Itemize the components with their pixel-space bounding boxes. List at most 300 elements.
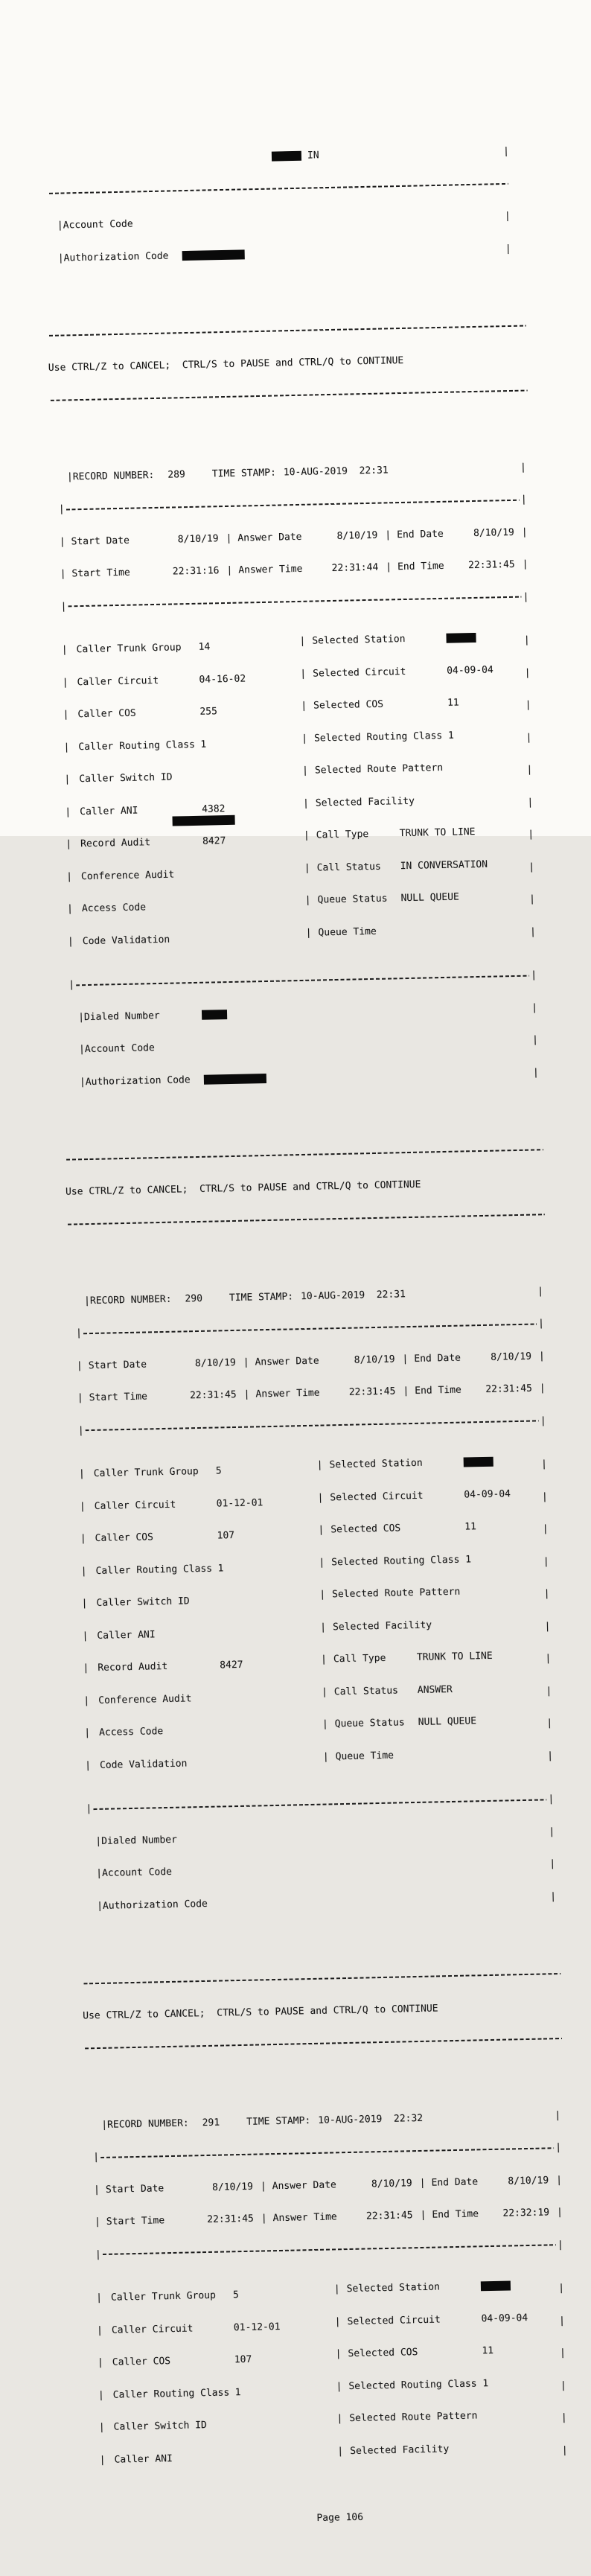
dashed-separator xyxy=(48,320,528,340)
field-label: | Caller ANI xyxy=(114,2452,236,2465)
control-hint xyxy=(66,1177,546,1197)
redaction-box xyxy=(463,1457,493,1467)
time-stamp-value: 10-AUG-2019 22:31 xyxy=(284,465,389,477)
record-body-row xyxy=(63,700,531,720)
field-label: End Date xyxy=(431,2177,478,2188)
field-label: | Access Code xyxy=(82,902,204,914)
redaction-box xyxy=(480,2281,510,2292)
field-value: IN CONVERSATION xyxy=(400,859,488,871)
selected-cell xyxy=(336,2377,560,2392)
field-label: | Selected Routing Class xyxy=(348,2379,482,2391)
field-label: | Start Time xyxy=(89,1391,148,1403)
selected-cell xyxy=(304,858,529,873)
record-body-row xyxy=(64,765,532,785)
record-header xyxy=(75,1287,543,1307)
field-value: NULL QUEUE xyxy=(418,1716,477,1727)
dashed-line xyxy=(86,1421,539,1431)
record-body-row xyxy=(83,1686,552,1706)
field-value: 11 xyxy=(464,1522,476,1532)
field-value: 8/10/19 xyxy=(473,527,514,538)
field-value: 8/10/19 xyxy=(212,2181,253,2193)
field-value: NULL QUEUE xyxy=(400,893,459,904)
answer-time-cell xyxy=(266,2210,420,2224)
redaction-box xyxy=(203,1074,266,1085)
field-value: 22:31:45 xyxy=(485,1384,532,1395)
field-label: | Code Validation xyxy=(83,934,205,946)
field-label: | Queue Status xyxy=(335,1718,418,1729)
time-stamp-value: 10-AUG-2019 22:32 xyxy=(318,2113,423,2125)
fragment-redacted-line xyxy=(47,147,509,167)
end-time-cell xyxy=(392,560,523,573)
selected-cell xyxy=(321,1650,546,1665)
dialed-number-row xyxy=(69,1003,537,1023)
caller-cell xyxy=(69,737,301,752)
field-label: | Selected Circuit xyxy=(330,1490,464,1502)
selected-cell xyxy=(322,1715,547,1729)
dashed-separator xyxy=(59,494,527,514)
record-number-label: | RECORD NUMBER: xyxy=(107,2118,189,2130)
field-label: | Authorization Code xyxy=(103,1898,208,1910)
field-label: | Caller Circuit xyxy=(95,1499,217,1511)
field-label: | Caller Routing Class xyxy=(113,2388,235,2400)
field-label: | Selected Station xyxy=(346,2281,480,2294)
selected-cell xyxy=(301,729,526,744)
field-label: | Caller Trunk Group xyxy=(76,643,198,655)
field-label: | Queue Time xyxy=(336,1750,419,1762)
selected-cell xyxy=(304,826,528,841)
dashed-line xyxy=(68,1214,545,1225)
field-value: 04-09-04 xyxy=(481,2313,528,2324)
dashed-line xyxy=(93,1799,546,1809)
field-value: 255 xyxy=(199,707,217,717)
selected-cell xyxy=(322,1683,546,1697)
dates-row xyxy=(94,2175,562,2196)
field-label: End Date xyxy=(414,1353,461,1364)
field-label: | Selected Facility xyxy=(316,795,450,808)
dashed-separator xyxy=(86,1794,554,1814)
dashed-line xyxy=(83,1973,560,1984)
field-label: | Selected Facility xyxy=(350,2443,484,2456)
dashed-line xyxy=(66,1149,543,1160)
record-body-row xyxy=(98,2380,566,2400)
field-value: 04-09-04 xyxy=(464,1489,511,1500)
record-body-row xyxy=(79,1459,547,1479)
record-body-row xyxy=(100,2445,568,2465)
record-body-row xyxy=(82,1622,550,1642)
selected-cell xyxy=(337,2442,562,2457)
time-stamp-label: TIME STAMP: xyxy=(229,1292,293,1303)
dashed-separator xyxy=(95,2239,563,2260)
answer-date-cell xyxy=(231,530,385,543)
field-value: 22:31:16 xyxy=(173,566,220,577)
field-label: Answer Date xyxy=(255,1356,319,1367)
record-body-row xyxy=(63,668,531,688)
record-block xyxy=(92,2088,569,2488)
answer-time-cell xyxy=(232,562,386,576)
dashed-separator xyxy=(65,1144,545,1164)
dashed-separator xyxy=(82,1968,562,1989)
time-stamp-label: TIME STAMP: xyxy=(246,2116,310,2127)
field-label: | Caller Routing Class xyxy=(95,1563,217,1576)
end-date-cell xyxy=(391,527,522,540)
record-header xyxy=(92,2111,560,2131)
dashed-line xyxy=(66,500,520,510)
field-label: | Start Date xyxy=(71,535,130,546)
field-value: 8/10/19 xyxy=(336,530,377,541)
times-row xyxy=(95,2207,563,2228)
field-label: | Selected Routing Class xyxy=(314,730,448,743)
record-body-row xyxy=(63,733,531,753)
caller-cell xyxy=(86,1496,318,1511)
field-value: 8/10/19 xyxy=(371,2178,412,2190)
caller-cell xyxy=(89,1691,322,1706)
field-label: | Caller COS xyxy=(77,707,199,720)
field-value: 04-09-04 xyxy=(447,665,493,676)
selected-cell xyxy=(319,1585,544,1600)
redaction-box xyxy=(202,1010,227,1020)
field-label: | Selected Circuit xyxy=(347,2314,481,2327)
field-label: | Caller Switch ID xyxy=(79,772,201,785)
dashed-separator xyxy=(60,592,528,612)
field-label: | Caller ANI xyxy=(80,804,202,817)
field-label: | Caller ANI xyxy=(97,1628,219,1641)
field-value: 5 xyxy=(216,1466,222,1476)
record-block xyxy=(57,440,539,1109)
field-value: 14 xyxy=(198,642,210,652)
field-label: End Date xyxy=(397,529,444,540)
control-hint-text: Use CTRL/Z to CANCEL; CTRL/S to PAUSE and CTRL/Q to CONTINUE xyxy=(66,1179,421,1196)
caller-cell xyxy=(73,899,305,914)
field-value: 8427 xyxy=(202,836,226,847)
field-value: 11 xyxy=(482,2346,493,2356)
field-label: End Time xyxy=(415,1386,461,1397)
field-label: | Code Validation xyxy=(100,1758,222,1770)
dashed-line xyxy=(100,2147,554,2158)
field-label: | Start Time xyxy=(71,568,130,579)
page-number xyxy=(93,2508,573,2528)
times-row xyxy=(60,559,528,579)
field-value: 8/10/19 xyxy=(354,1354,395,1365)
account-code-row xyxy=(48,211,511,232)
field-label: Answer Time xyxy=(238,564,302,576)
record-body-row xyxy=(97,2315,565,2336)
field-label: | Selected COS xyxy=(313,698,447,711)
caller-cell xyxy=(71,802,303,817)
field-label: | Start Time xyxy=(106,2216,165,2227)
field-label: | Call Status xyxy=(334,1685,418,1697)
field-value: 5 xyxy=(233,2290,239,2301)
field-value: 22:31:44 xyxy=(331,563,378,574)
scanned-document xyxy=(42,79,538,841)
caller-cell xyxy=(88,1626,320,1641)
field-label: | Authorization Code xyxy=(86,1075,191,1087)
dashed-line xyxy=(76,975,529,986)
redaction-box xyxy=(172,815,234,826)
selected-cell xyxy=(300,664,525,679)
record-body-row xyxy=(85,1751,553,1771)
control-hint-text: Use CTRL/Z to CANCEL; CTRL/S to PAUSE and CTRL/Q to CONTINUE xyxy=(48,355,404,372)
field-value: 22:31:45 xyxy=(349,1386,396,1397)
dialed-number-row xyxy=(86,1827,555,1847)
record-number-value: 289 xyxy=(167,470,185,480)
field-label: | Caller Circuit xyxy=(77,675,199,687)
selected-cell xyxy=(335,2344,560,2359)
record-body-row xyxy=(80,1492,548,1512)
fragment-text: IN xyxy=(307,150,319,161)
dashed-separator xyxy=(48,179,510,199)
start-time-cell xyxy=(66,566,226,579)
field-label: | Authorization Code xyxy=(63,251,168,263)
field-value: TRUNK TO LINE xyxy=(400,827,476,839)
field-value: ANSWER xyxy=(418,1684,453,1695)
caller-cell xyxy=(72,867,304,881)
field-label: | Conference Audit xyxy=(98,1693,220,1706)
time-stamp-value: 10-AUG-2019 22:31 xyxy=(301,1289,406,1301)
dashed-line xyxy=(83,1323,537,1333)
answer-date-cell xyxy=(249,1354,402,1368)
field-label: | Call Status xyxy=(316,861,400,873)
field-value: 1 xyxy=(465,1555,471,1565)
field-label: | Caller Switch ID xyxy=(96,1595,218,1608)
page-number-text: Page 106 xyxy=(316,2513,363,2524)
selected-cell xyxy=(316,1456,541,1470)
dashed-separator xyxy=(93,2143,561,2163)
record-body-row xyxy=(65,797,533,817)
field-label: | Call Type xyxy=(333,1653,417,1665)
field-label: Answer Time xyxy=(255,1389,319,1400)
record-number-label: | RECORD NUMBER: xyxy=(73,470,155,482)
record-block xyxy=(74,1264,556,1933)
record-header xyxy=(58,462,526,482)
record-body-row xyxy=(84,1718,552,1738)
field-value: 1 xyxy=(448,730,454,741)
field-label: | Selected Circuit xyxy=(313,666,447,678)
caller-cell xyxy=(86,1529,318,1544)
field-value: 22:31:45 xyxy=(366,2210,413,2222)
field-value: 8/10/19 xyxy=(178,534,219,545)
selected-cell xyxy=(305,923,530,938)
field-label: | Selected Routing Class xyxy=(331,1555,465,1567)
authorization-code-row xyxy=(49,243,511,264)
field-label: | Caller Switch ID xyxy=(113,2420,235,2432)
caller-cell xyxy=(86,1561,319,1576)
caller-cell xyxy=(105,2450,337,2465)
dashed-separator xyxy=(49,385,529,405)
dates-row xyxy=(60,527,528,547)
dashed-line xyxy=(85,2038,562,2049)
selected-cell xyxy=(323,1747,548,1762)
field-label: | Caller Circuit xyxy=(112,2323,234,2336)
caller-cell xyxy=(89,1659,321,1674)
field-value: 8/10/19 xyxy=(491,1351,531,1362)
record-body-row xyxy=(80,1524,549,1544)
field-label: | Record Audit xyxy=(80,837,202,849)
record-number-label: | RECORD NUMBER: xyxy=(90,1294,172,1306)
control-hint xyxy=(83,2000,563,2021)
field-label: | Selected Route Pattern xyxy=(332,1587,466,1600)
times-row xyxy=(77,1383,546,1403)
field-label: Answer Date xyxy=(237,532,301,543)
field-label: | Access Code xyxy=(99,1725,221,1738)
record-body-row xyxy=(66,862,534,882)
field-label: | Queue Status xyxy=(317,893,400,905)
record-number-value: 291 xyxy=(202,2117,220,2128)
account-code-row xyxy=(87,1859,555,1879)
start-date-cell xyxy=(83,1357,243,1371)
record-body-row xyxy=(81,1557,549,1577)
field-value: 8/10/19 xyxy=(195,1357,236,1368)
selected-cell xyxy=(319,1553,543,1568)
previous-record-fragment xyxy=(46,124,511,286)
record-body-row xyxy=(62,635,530,655)
caller-cell xyxy=(104,2385,336,2400)
field-label: | Caller Trunk Group xyxy=(94,1467,216,1479)
selected-cell xyxy=(305,891,530,906)
record-body-row xyxy=(81,1589,549,1609)
field-label: | Dialed Number xyxy=(101,1834,177,1846)
end-time-cell xyxy=(426,2207,557,2220)
record-body-row xyxy=(98,2348,566,2368)
dashed-line xyxy=(68,596,521,607)
field-value: 107 xyxy=(234,2355,252,2365)
field-label: | Caller Trunk Group xyxy=(111,2290,233,2303)
caller-cell xyxy=(71,835,304,849)
selected-cell xyxy=(317,1488,542,1503)
field-label: | Dialed Number xyxy=(84,1010,160,1022)
dashed-line xyxy=(103,2245,556,2255)
field-label: | Record Audit xyxy=(98,1660,220,1673)
field-label: | Account Code xyxy=(102,1867,172,1878)
caller-cell xyxy=(68,705,301,720)
selected-cell xyxy=(303,794,528,809)
field-label: | Call Type xyxy=(316,829,400,841)
field-label: | Selected Route Pattern xyxy=(315,763,449,776)
selected-cell xyxy=(302,762,527,777)
start-date-cell xyxy=(100,2181,261,2195)
caller-cell xyxy=(87,1594,319,1609)
authorization-code-row xyxy=(88,1892,556,1912)
record-body-row xyxy=(99,2413,567,2433)
field-label: | Selected Route Pattern xyxy=(349,2411,483,2423)
caller-cell xyxy=(68,672,300,687)
dashed-separator xyxy=(66,1209,546,1229)
field-value: 1 xyxy=(482,2379,488,2389)
field-value: 1 xyxy=(217,1563,223,1574)
dashed-line xyxy=(49,183,508,194)
field-label: End Time xyxy=(397,561,444,573)
end-time-cell xyxy=(409,1383,540,1396)
field-value: 4382 xyxy=(202,804,226,814)
selected-cell xyxy=(336,2409,561,2424)
field-label: | Selected COS xyxy=(348,2346,482,2359)
field-label: | Selected Facility xyxy=(333,1619,467,1632)
dashed-separator xyxy=(83,2033,563,2053)
selected-cell xyxy=(299,632,524,647)
caller-cell xyxy=(67,640,299,655)
selected-cell xyxy=(318,1520,543,1535)
field-label: End Time xyxy=(432,2209,479,2220)
selected-cell xyxy=(335,2312,560,2327)
field-value: 01-12-01 xyxy=(234,2321,281,2333)
record-body-row xyxy=(67,894,535,914)
record-body-row xyxy=(66,829,534,849)
caller-cell xyxy=(90,1724,322,1738)
field-label: | Selected Station xyxy=(312,634,446,646)
field-label: Answer Date xyxy=(272,2180,336,2191)
caller-cell xyxy=(104,2417,336,2432)
field-value: 11 xyxy=(447,698,459,708)
field-label: | Caller COS xyxy=(95,1531,217,1544)
field-label: | Queue Time xyxy=(318,926,401,938)
caller-cell xyxy=(103,2321,335,2336)
control-hint-text: Use CTRL/Z to CANCEL; CTRL/S to PAUSE and CTRL/Q to CONTINUE xyxy=(83,2003,438,2021)
field-label: | Caller COS xyxy=(112,2355,234,2368)
field-value: 01-12-01 xyxy=(217,1498,263,1509)
end-date-cell xyxy=(425,2175,556,2188)
selected-cell xyxy=(301,697,525,712)
field-value: 04-16-02 xyxy=(199,674,246,685)
field-label: | Conference Audit xyxy=(81,869,203,881)
dashed-line xyxy=(51,389,528,401)
control-hint xyxy=(48,353,528,373)
record-number-value: 290 xyxy=(185,1293,202,1304)
field-value: 22:31:45 xyxy=(190,1390,237,1401)
start-time-cell xyxy=(83,1390,244,1403)
field-value: 1 xyxy=(235,2388,241,2398)
caller-cell xyxy=(70,770,302,785)
dashed-separator xyxy=(68,970,537,990)
account-code-row xyxy=(70,1035,538,1055)
answer-time-cell xyxy=(249,1386,403,1400)
redaction-box xyxy=(272,151,301,162)
dashed-separator xyxy=(78,1416,546,1436)
field-label: | Selected COS xyxy=(330,1523,464,1535)
selected-cell xyxy=(334,2280,559,2295)
field-label: | Start Date xyxy=(89,1359,147,1371)
answer-date-cell xyxy=(266,2178,420,2192)
record-body-row xyxy=(96,2283,564,2304)
field-value: 8/10/19 xyxy=(508,2175,549,2187)
field-label: | Account Code xyxy=(63,219,133,230)
field-label: | Selected Station xyxy=(329,1458,463,1470)
paper-sheet xyxy=(0,0,591,836)
caller-cell xyxy=(74,931,306,946)
field-label: | Caller Routing Class xyxy=(78,739,200,752)
caller-cell xyxy=(91,1756,323,1770)
redaction-box xyxy=(446,633,476,643)
field-label: Answer Time xyxy=(272,2212,336,2223)
field-value: 22:31:45 xyxy=(468,560,515,571)
record-body-row xyxy=(83,1654,551,1674)
end-date-cell xyxy=(408,1351,539,1364)
dates-row xyxy=(77,1351,545,1371)
field-value: 1 xyxy=(200,739,206,750)
field-label: | Start Date xyxy=(106,2184,164,2195)
start-date-cell xyxy=(65,533,226,546)
field-value: 107 xyxy=(217,1531,234,1541)
record-body-row xyxy=(68,927,536,947)
field-value: 22:31:45 xyxy=(207,2214,254,2225)
time-stamp-label: TIME STAMP: xyxy=(212,468,276,479)
dashed-separator xyxy=(76,1319,544,1339)
caller-cell xyxy=(102,2288,334,2303)
selected-cell xyxy=(320,1618,545,1633)
field-value: 22:32:19 xyxy=(502,2207,549,2219)
field-label: | Account Code xyxy=(85,1043,155,1054)
caller-cell xyxy=(103,2353,336,2368)
dashed-line xyxy=(49,325,526,336)
field-value: TRUNK TO LINE xyxy=(417,1651,493,1663)
